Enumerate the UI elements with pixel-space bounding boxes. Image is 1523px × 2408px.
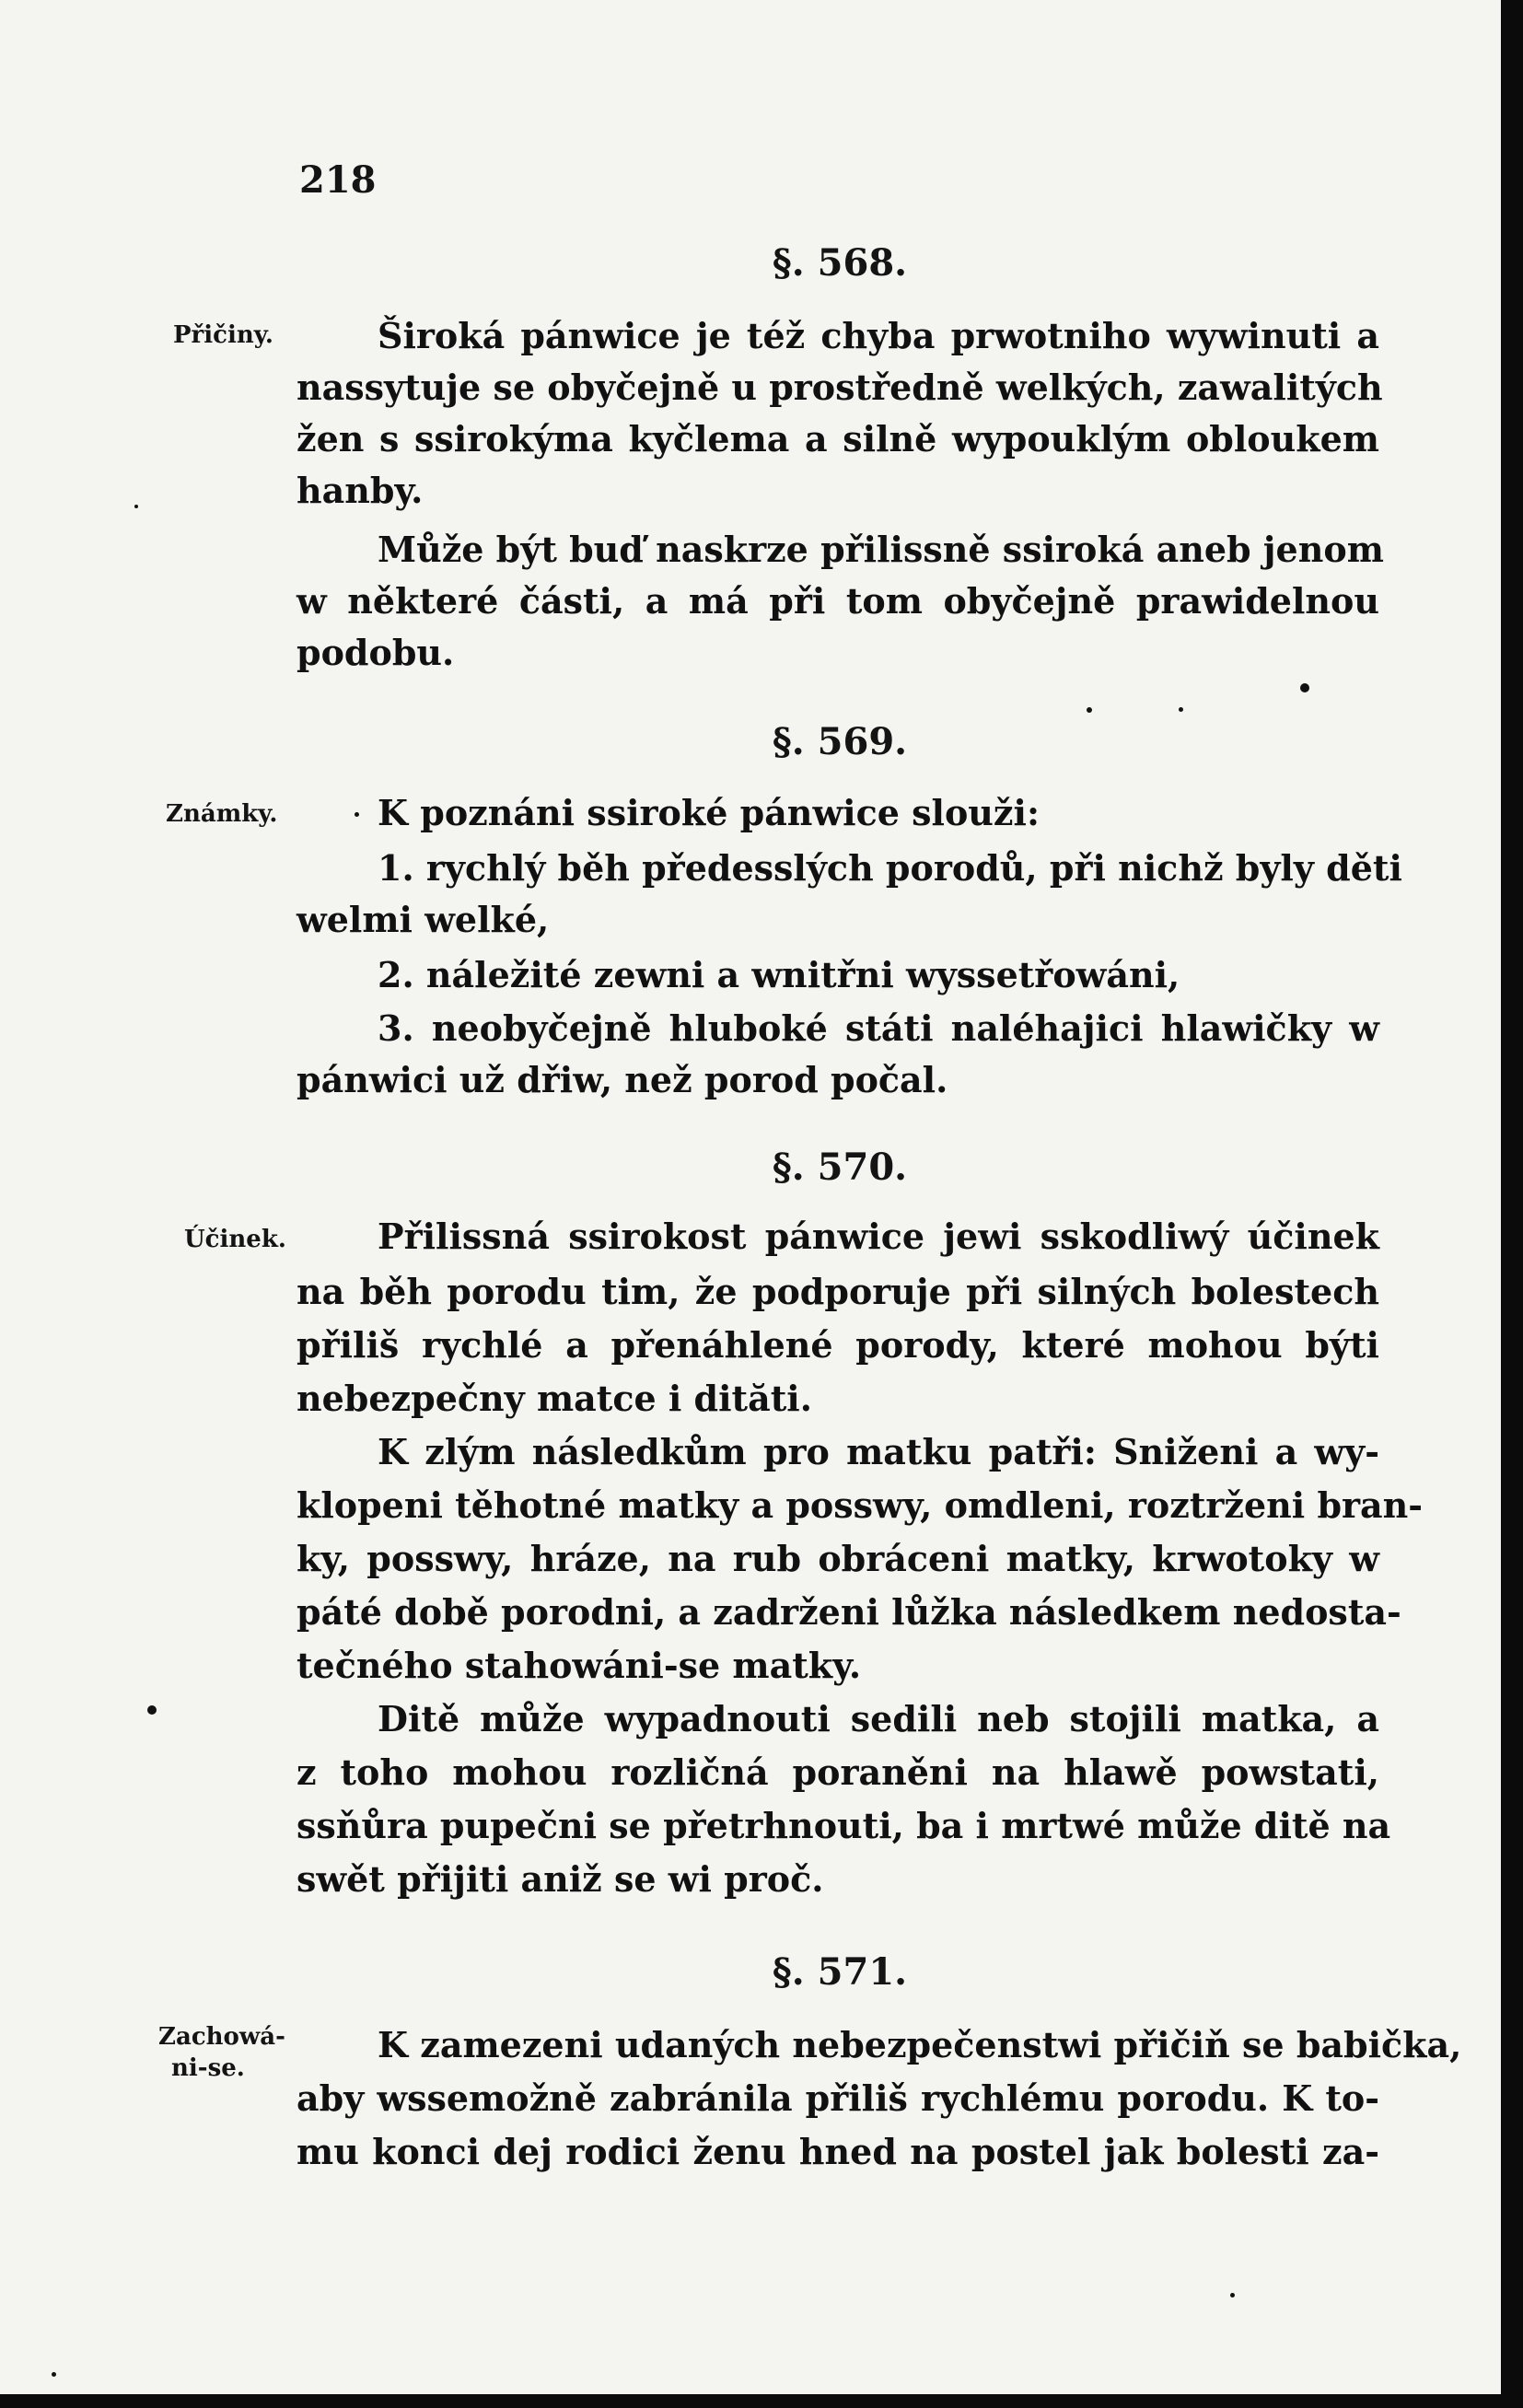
- scan-border-right: [1501, 0, 1523, 2408]
- scan-border-bottom: [0, 2394, 1523, 2408]
- section-heading-569: §. 569.: [772, 720, 908, 763]
- text-line: přiliš rychlé a přenáhlené porody, které mohou býti: [296, 1324, 1379, 1366]
- margin-note-znamky: Známky.: [166, 800, 278, 828]
- text-line: 2. náležité zewni a wnitřni wyssetřowáni,: [378, 954, 1180, 995]
- text-line: Široká pánwice je též chyba prwotniho wywinuti a: [378, 315, 1379, 356]
- scan-speck: [52, 2372, 56, 2377]
- text-line: Přilissná ssirokost pánwice jewi sskodliwý účinek: [378, 1216, 1379, 1257]
- text-line: K zlým následkům pro matku patři: Sniženi a wy-: [378, 1431, 1379, 1472]
- text-line: tečného stahowáni-se matky.: [296, 1645, 862, 1686]
- margin-note-zachowani-line1: Zachowá-: [158, 2023, 285, 2051]
- margin-note-pricina: Přičiny.: [173, 321, 273, 349]
- text-line: 1. rychlý běh předesslých porodů, při nichž byly děti: [378, 847, 1402, 889]
- text-line: Může být buď naskrze přilissně ssiroká aneb jenom: [378, 529, 1384, 570]
- text-line: nassytuje se obyčejně u prostředně welkých, zawalitých: [296, 366, 1383, 408]
- scan-speck: [1087, 707, 1092, 713]
- text-line: ky, posswy, hráze, na rub obráceni matky, krwotoky w: [296, 1538, 1379, 1579]
- scan-speck: [355, 812, 359, 817]
- scan-speck: [1179, 707, 1183, 712]
- text-line: páté době porodni, a zadrženi lůžka následkem nedosta-: [296, 1591, 1401, 1633]
- page-number: 218: [299, 158, 377, 202]
- text-line: nebezpečny matce i dităti.: [296, 1378, 812, 1419]
- text-line: klopeni těhotné matky a posswy, omdleni, roztrženi bran-: [296, 1484, 1424, 1526]
- text-line: žen s ssirokýma kyčlema a silně wypouklým obloukem: [296, 418, 1379, 459]
- text-line: podobu.: [296, 632, 455, 673]
- text-line: ssňůra pupečni se přetrhnouti, ba i mrtwé může ditě na: [296, 1805, 1391, 1846]
- text-line: welmi welké,: [296, 899, 550, 940]
- section-heading-571: §. 571.: [772, 1950, 908, 1994]
- text-line: Ditě může wypadnouti sedili neb stojili matka, a: [378, 1698, 1379, 1739]
- scan-speck: [147, 1705, 157, 1715]
- text-line: 3. neobyčejně hluboké státi naléhajici hlawičky w: [378, 1007, 1379, 1049]
- text-line: K zamezeni udaných nebezpečenstwi přičiň se babička,: [378, 2024, 1462, 2065]
- section-heading-570: §. 570.: [772, 1146, 908, 1189]
- scan-speck: [1300, 683, 1309, 692]
- text-line: swět přijiti aniž se wi proč.: [296, 1858, 824, 1900]
- text-line: z toho mohou rozličná poraněni na hlawě powstati,: [296, 1751, 1379, 1793]
- text-line: K poznáni ssiroké pánwice slouži:: [378, 792, 1040, 833]
- text-line: pánwici už dřiw, než porod počal.: [296, 1059, 948, 1100]
- text-line: w některé části, a má při tom obyčejně prawidelnou: [296, 580, 1379, 622]
- scan-speck: [1230, 2293, 1235, 2297]
- text-line: aby wssemožně zabránila přiliš rychlému porodu. K to-: [296, 2077, 1379, 2119]
- margin-note-ucinek: Účinek.: [184, 1226, 286, 1253]
- section-heading-568: §. 568.: [772, 241, 908, 285]
- text-line: mu konci dej rodici ženu hned na postel jak bolesti za-: [296, 2131, 1379, 2172]
- margin-note-zachowani-line2: ni-se.: [171, 2054, 245, 2082]
- scan-speck: [134, 505, 138, 508]
- text-line: hanby.: [296, 470, 424, 511]
- text-line: na běh porodu tim, že podporuje při silných bolestech: [296, 1271, 1379, 1312]
